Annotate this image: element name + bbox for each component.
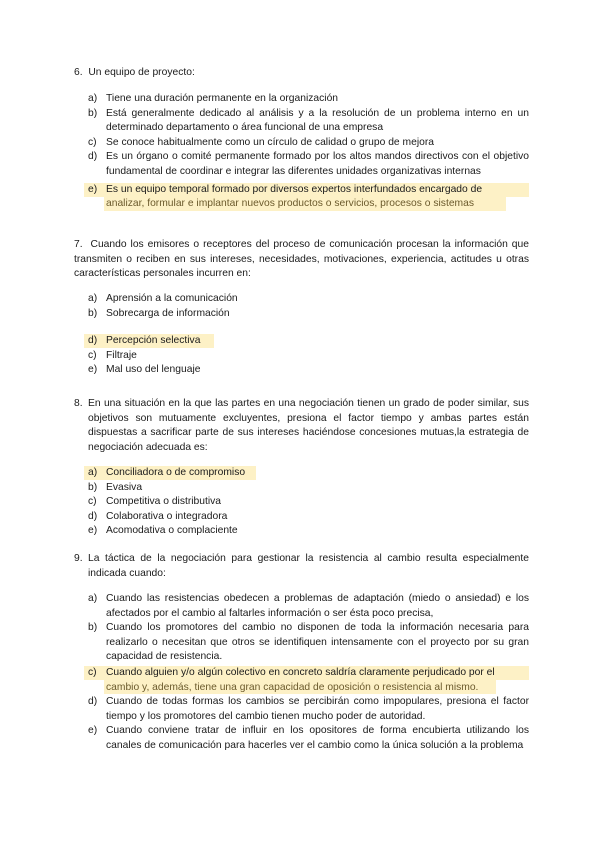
option-b — [88, 307, 529, 322]
question-9 — [74, 552, 529, 581]
question-text: Un equipo de proyecto: — [88, 67, 195, 78]
option-letter: b) — [88, 481, 98, 493]
options-6 — [88, 92, 529, 212]
option-b — [88, 107, 529, 136]
option-text: Mal uso del lenguaje — [106, 364, 201, 376]
option-a — [88, 92, 529, 107]
option-d — [88, 510, 529, 525]
option-letter: c) — [88, 136, 97, 148]
option-letter: e) — [88, 525, 98, 537]
option-letter: a) — [88, 93, 98, 104]
option-e — [88, 363, 529, 378]
question-number: 6. — [74, 67, 83, 78]
option-text: Cuando de todas formas los cambios se percibirán como impopulares, presiona el factor tiempo y los promotores del cambio tienen mucho poder de autoridad. — [106, 696, 529, 722]
option-text: Evasiva — [106, 481, 143, 493]
option-letter: a) — [88, 467, 98, 478]
option-text: Está generalmente dedicado al análisis y a la resolución de un problema interno en un determinado departamento o área funcional de una empresa — [106, 107, 529, 134]
option-text: Aprensión a la comunicación — [106, 293, 238, 304]
option-text-line1: Es un equipo temporal formado por diversos expertos interfundados encargado de — [106, 183, 483, 195]
option-letter: c) — [88, 496, 97, 508]
option-text: Competitiva o distributiva — [106, 496, 222, 508]
option-e — [88, 724, 529, 753]
option-letter: c) — [88, 349, 97, 361]
option-letter: a) — [88, 593, 98, 604]
option-b — [88, 481, 529, 496]
option-c — [88, 136, 529, 151]
option-letter: c) — [88, 666, 97, 678]
question-6 — [74, 66, 529, 81]
question-text: La táctica de la negociación para gestionar la resistencia al cambio resulta especialmente indicada cuando: — [88, 553, 529, 579]
question-8 — [74, 397, 529, 455]
option-letter: a) — [88, 293, 98, 304]
option-text: Percepción selectiva — [106, 335, 201, 347]
option-text: Filtraje — [106, 349, 137, 361]
option-text: Acomodativa o complaciente — [106, 525, 238, 537]
option-text: Colaborativa o integradora — [106, 510, 228, 522]
option-letter: b) — [88, 107, 98, 119]
option-a — [88, 292, 529, 307]
option-a-highlighted — [88, 466, 529, 481]
option-d — [88, 150, 529, 179]
option-b — [88, 621, 529, 665]
option-text: Cuando las resistencias obedecen a problemas de adaptación (miedo o ansiedad) e los afectados por el cambio al faltarles información o ser ésta poco precisa, — [106, 593, 529, 619]
options-9 — [88, 592, 529, 754]
option-e-highlighted — [88, 183, 536, 212]
option-text-line2: analizar, formular e implantar nuevos productos o servicios, procesos o sistemas — [106, 198, 474, 210]
option-letter: b) — [88, 622, 98, 634]
option-e — [88, 524, 529, 539]
option-c-highlighted — [88, 666, 529, 695]
option-text: Cuando los promotores del cambio no disponen de toda la información necesaria para realizarlo o necesitan que otros se identifiquen intensamente con el proyecto por su gran capacidad de resistencia. — [106, 622, 529, 663]
option-text: Tiene una duración permanente en la organización — [106, 93, 339, 104]
option-letter: e) — [88, 725, 98, 737]
options-7 — [88, 292, 529, 378]
question-number: 7. — [74, 239, 83, 250]
option-letter: d) — [88, 696, 98, 708]
question-number: 9. — [74, 553, 83, 564]
question-text: Cuando los emisores o receptores del proceso de comunicación procesan la información que transmiten o reciben en sus intereses, necesidades, motivaciones, experiencia, actitudes u otras características personales incurren en: — [74, 239, 529, 280]
option-text-line1: Cuando alguien y/o algún colectivo en concreto saldría claramente perjudicado por el — [106, 666, 495, 678]
option-letter: e) — [88, 364, 98, 376]
option-a — [88, 592, 529, 621]
option-letter: d) — [88, 335, 98, 347]
option-text: Conciliadora o de compromiso — [106, 467, 246, 478]
option-text: Se conoce habitualmente como un círculo de calidad o grupo de mejora — [106, 136, 434, 148]
question-number: 8. — [74, 398, 83, 409]
option-text: Sobrecarga de información — [106, 307, 230, 319]
option-c — [88, 495, 529, 510]
option-d-highlighted — [88, 334, 529, 349]
option-letter: d) — [88, 510, 98, 522]
option-d — [88, 695, 529, 724]
question-text: En una situación en la que las partes en una negociación tienen un grado de poder similar, sus objetivos son mutuamente excluyentes, presiona el factor tiempo y ambas partes están dispuestas a sacrificar parte de sus intereses haciéndose concesiones mutuas,la estrategia de negociación adecuada es: — [88, 398, 529, 453]
option-letter: d) — [88, 151, 98, 163]
option-c — [88, 349, 529, 364]
option-letter: e) — [88, 183, 98, 195]
option-text-line2: cambio y, además, tiene una gran capacidad de oposición o resistencia al mismo. — [106, 681, 479, 693]
option-letter: b) — [88, 307, 98, 319]
option-text: Es un órgano o comité permanente formado por los altos mandos directivos con el objetivo fundamental de coordinar e integrar las diferentes unidades organizativas internas — [106, 151, 529, 177]
options-8 — [88, 466, 529, 539]
question-7 — [74, 238, 529, 282]
option-text: Cuando conviene tratar de influir en los opositores de forma encubierta utilizando los canales de comunicación para hacerles ver el cambio como la única solución a la problema — [106, 725, 529, 751]
